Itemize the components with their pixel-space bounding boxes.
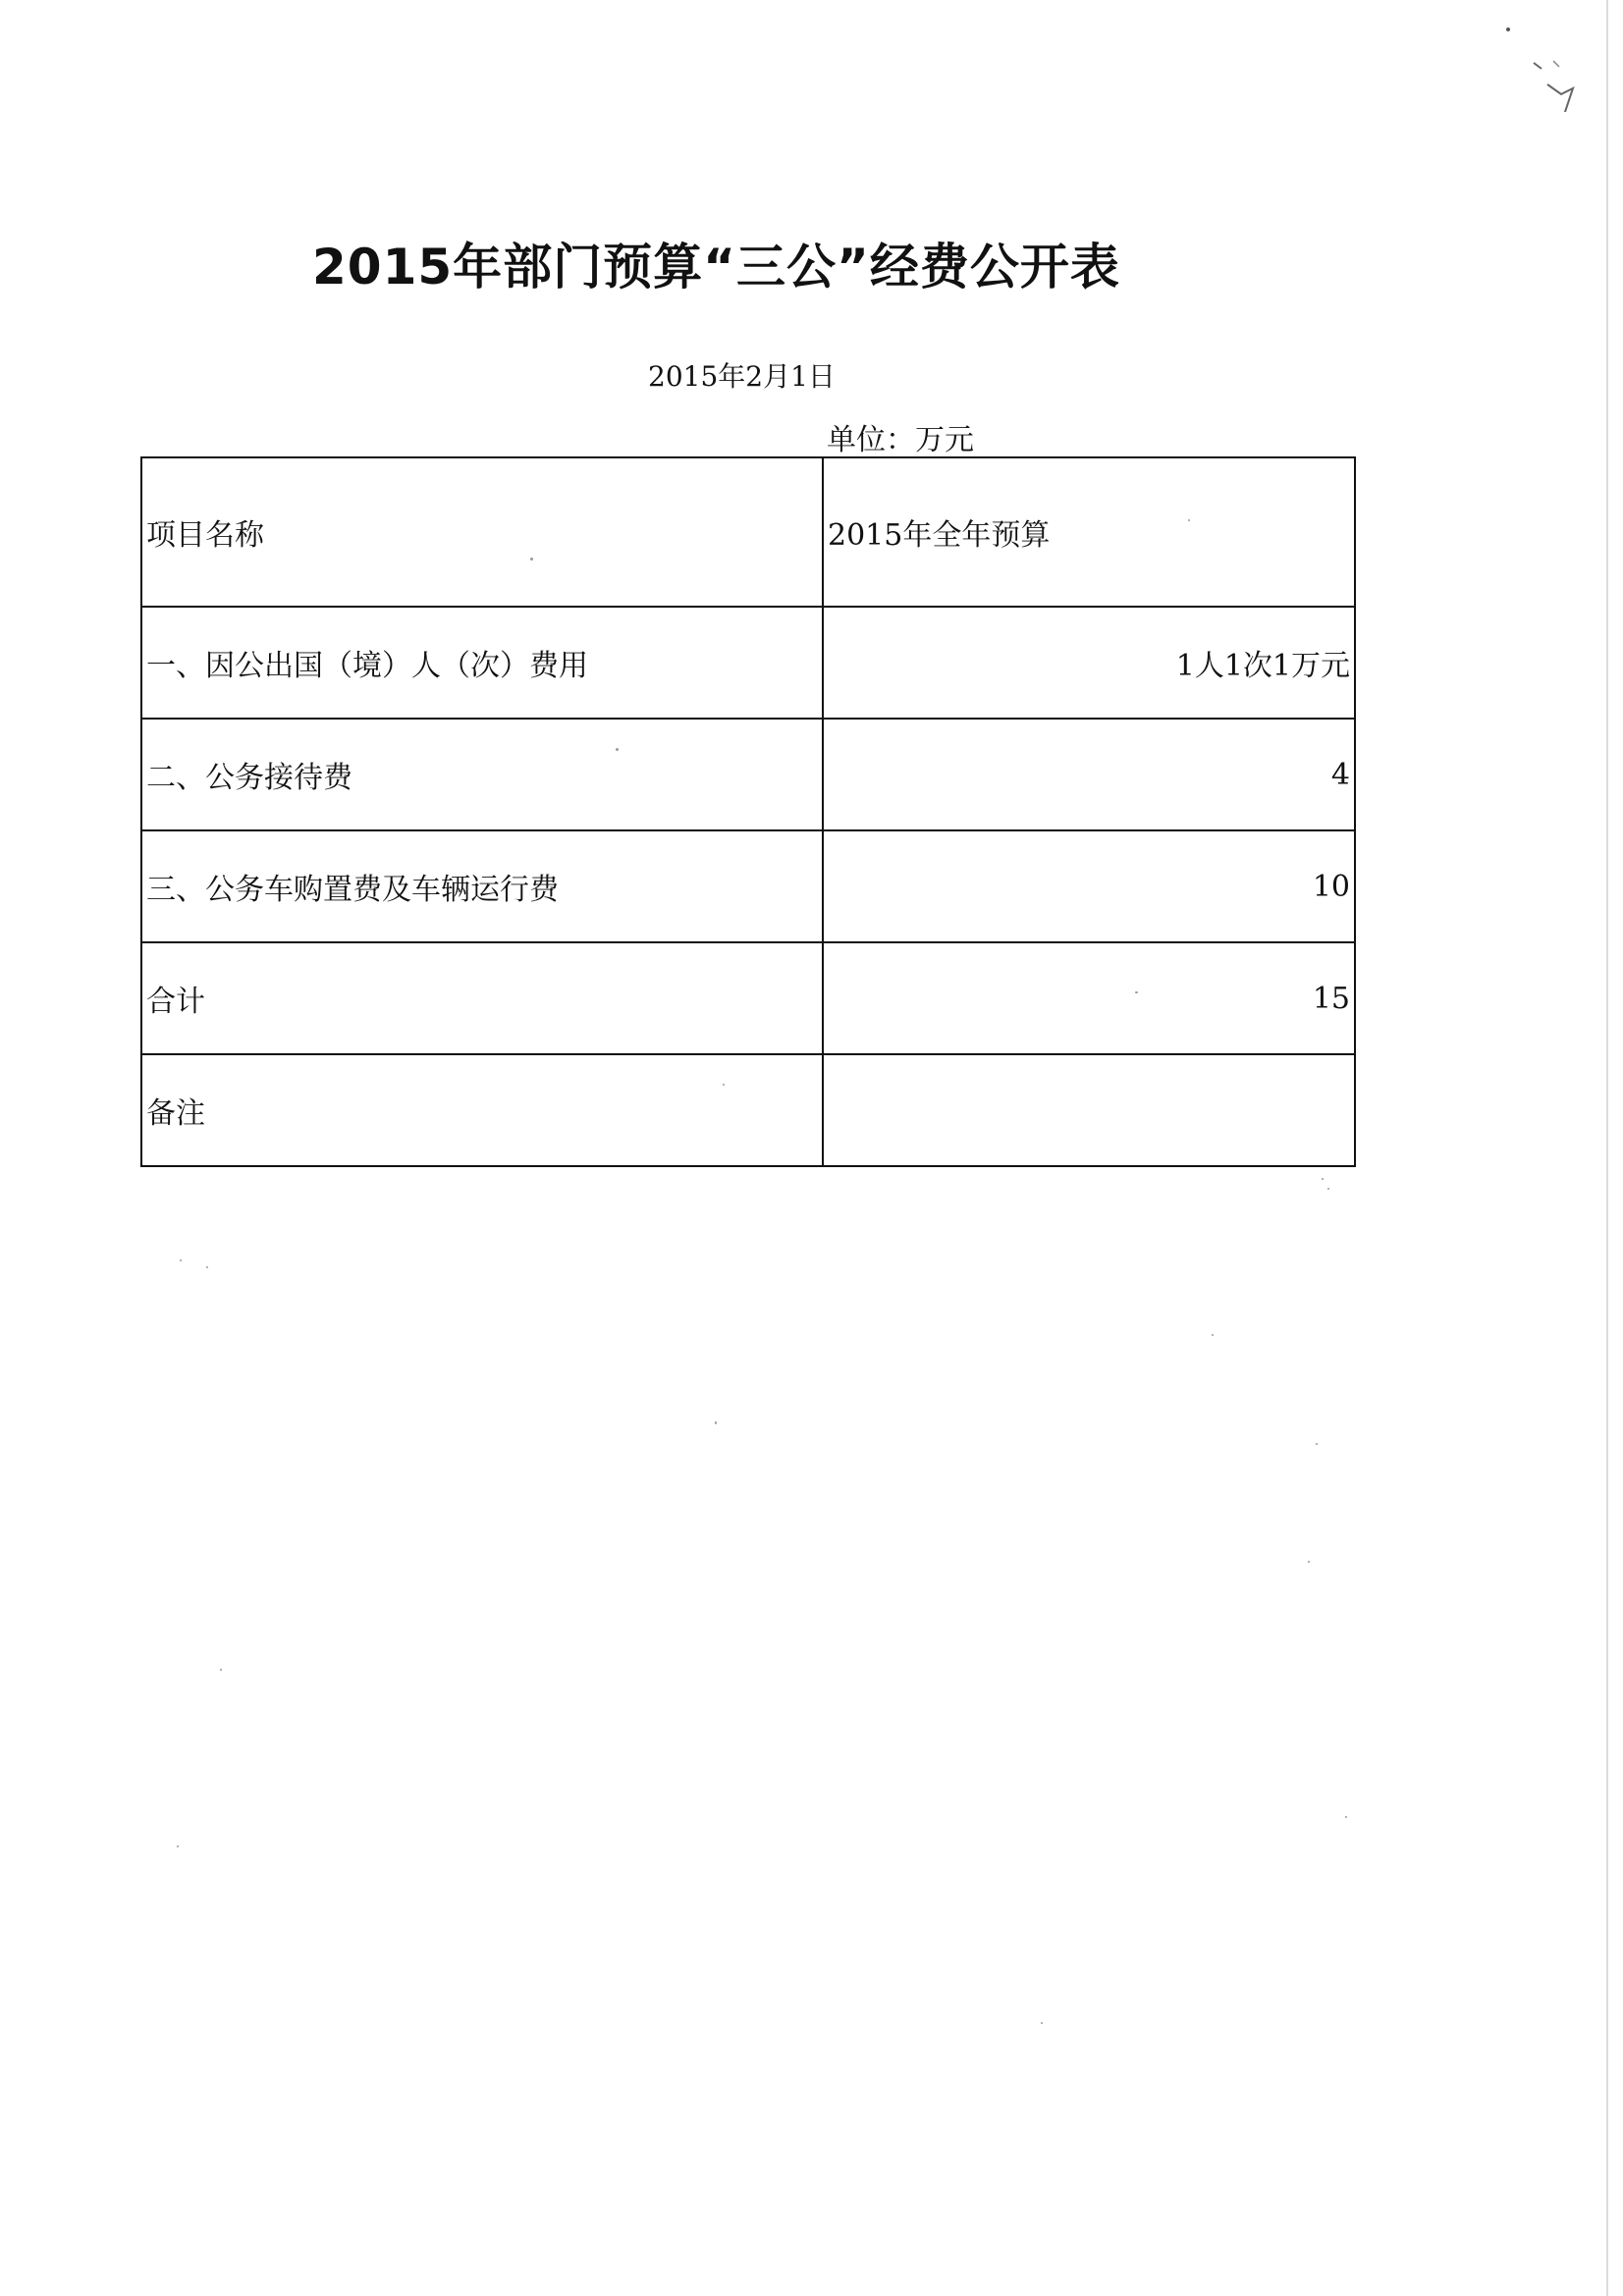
scan-speck	[723, 1084, 725, 1086]
scan-speck	[1345, 1816, 1347, 1818]
table-row	[141, 607, 1355, 719]
scan-speck	[1322, 1178, 1324, 1180]
document-title: 2015年部门预算“三公”经费公开表	[312, 239, 1120, 295]
row-value: 15	[823, 942, 1355, 1054]
table-row	[141, 719, 1355, 830]
table-row-remarks	[141, 1054, 1355, 1166]
scan-edge-line	[1606, 0, 1608, 2296]
scan-speck	[530, 558, 533, 561]
unit-label: 单位：万元	[827, 423, 974, 457]
scan-speck	[616, 748, 619, 751]
scan-speck	[1188, 519, 1190, 521]
scan-speck	[180, 1259, 182, 1261]
table-row	[141, 830, 1355, 942]
scan-speck	[1041, 2022, 1043, 2024]
scan-speck	[177, 1845, 179, 1847]
scan-mark-icon	[1504, 24, 1583, 112]
table-row-total	[141, 942, 1355, 1054]
scan-speck	[715, 1421, 717, 1424]
budget-table	[140, 456, 1356, 1167]
scan-speck	[1212, 1334, 1214, 1336]
row-name: 二、公务接待费	[141, 719, 823, 830]
header-annual-budget: 2015年全年预算	[823, 457, 1355, 607]
row-name: 三、公务车购置费及车辆运行费	[141, 830, 823, 942]
scan-speck	[1316, 1443, 1318, 1445]
row-name: 一、因公出国（境）人（次）费用	[141, 607, 823, 719]
row-value: 4	[823, 719, 1355, 830]
row-value	[823, 1054, 1355, 1166]
row-value: 10	[823, 830, 1355, 942]
scan-speck	[1327, 1188, 1329, 1190]
row-name: 合计	[141, 942, 823, 1054]
table-header-row	[141, 457, 1355, 607]
scan-speck	[220, 1669, 222, 1671]
scan-speck	[1308, 1561, 1310, 1563]
document-date: 2015年2月1日	[648, 360, 836, 393]
scan-speck	[206, 1266, 208, 1268]
scan-speck	[1135, 991, 1138, 993]
row-name: 备注	[141, 1054, 823, 1166]
header-item-name: 项目名称	[141, 457, 823, 607]
row-value: 1人1次1万元	[823, 607, 1355, 719]
